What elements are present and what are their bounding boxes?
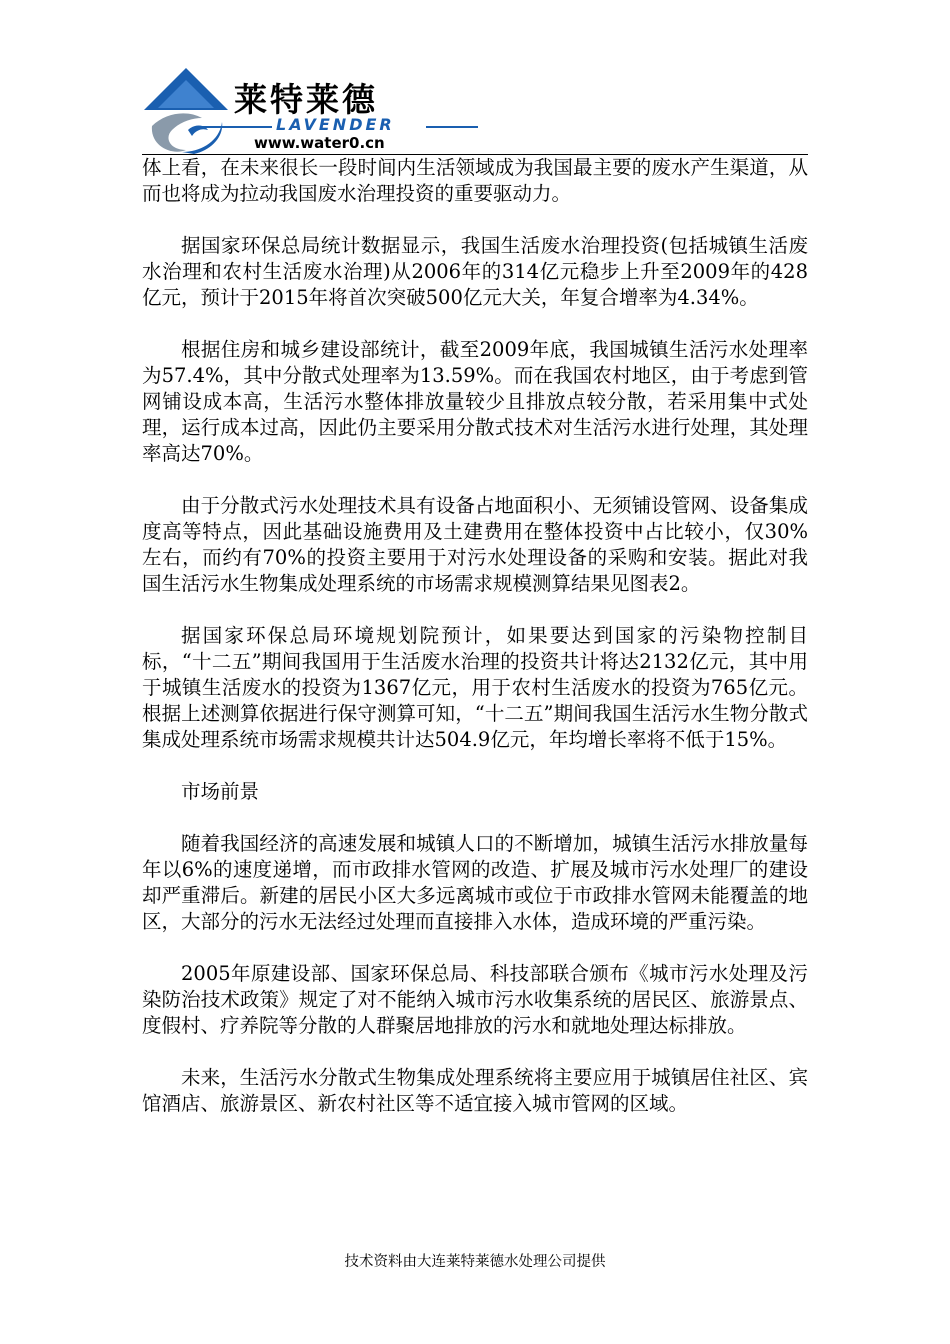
lavender-logo-icon <box>142 66 242 156</box>
brand-url: www.water0.cn <box>254 134 385 152</box>
brand-name-en-row <box>200 112 490 134</box>
paragraph: 随着我国经济的高速发展和城镇人口的不断增加，城镇生活污水排放量每年以6%的速度递增，而市政排水管网的改造、扩展及城市污水处理厂的建设却严重滞后。新建的居民小区大多远离城市或位于市政排水管网未能覆盖的地区，大部分的污水无法经过处理而直接排入水体，造成环境的严重污染。 <box>142 832 808 933</box>
paragraph: 据国家环保总局统计数据显示，我国生活废水治理投资(包括城镇生活废水治理和农村生活废水治理)从2006年的314亿元稳步上升至2009年的428亿元，预计于2015年将首次突破500亿元大关，年复合增率为4.34%。 <box>142 234 808 309</box>
section-heading: 市场前景 <box>181 780 260 803</box>
brand-rule-right <box>426 126 478 128</box>
page-footer: 技术资料由大连莱特莱德水处理公司提供 <box>344 1254 606 1270</box>
brand-name-en: LAVENDER <box>276 115 395 134</box>
page-header <box>142 62 822 158</box>
paragraph: 2005年原建设部、国家环保总局、科技部联合颁布《城市污水处理及污染防治技术政策》规定了对不能纳入城市污水收集系统的居民区、旅游景点、度假村、疗养院等分散的人群聚居地排放的污水和就地处理达标排放。 <box>142 962 808 1037</box>
paragraph: 未来，生活污水分散式生物集成处理系统将主要应用于城镇居住社区、宾馆酒店、旅游景区、新农村社区等不适宜接入城市管网的区域。 <box>142 1066 808 1115</box>
document-body <box>142 155 808 1143</box>
paragraph: 由于分散式污水处理技术具有设备占地面积小、无须铺设管网、设备集成度高等特点，因此基础设施费用及土建费用在整体投资中占比较小，仅30%左右，而约有70%的投资主要用于对污水处理设备的采购和安装。据此对我国生活污水生物集成处理系统的市场需求规模测算结果见图表2。 <box>142 494 808 595</box>
paragraph: 体上看，在未来很长一段时间内生活领域成为我国最主要的废水产生渠道，从而也将成为拉动我国废水治理投资的重要驱动力。 <box>142 156 808 205</box>
paragraph: 据国家环保总局环境规划院预计，如果要达到国家的污染物控制目标，“十二五”期间我国用于生活废水治理的投资共计将达2132亿元，其中用于城镇生活废水的投资为1367亿元，用于农村生活废水的投资为765亿元。根据上述测算依据进行保守测算可知，“十二五”期间我国生活污水生物分散式集成处理系统市场需求规模共计达504.9亿元，年均增长率将不低于15%。 <box>142 624 808 751</box>
brand-rule-left <box>200 126 272 128</box>
paragraph: 根据住房和城乡建设部统计，截至2009年底，我国城镇生活污水处理率为57.4%，其中分散式处理率为13.59%。而在我国农村地区，由于考虑到管网铺设成本高，生活污水整体排放量较少且排放点较分散，若采用集中式处理，运行成本过高，因此仍主要采用分散式技术对生活污水进行处理，其处理率高达70%。 <box>142 338 808 465</box>
brand-name-cn: 莱特莱德 <box>234 80 378 119</box>
